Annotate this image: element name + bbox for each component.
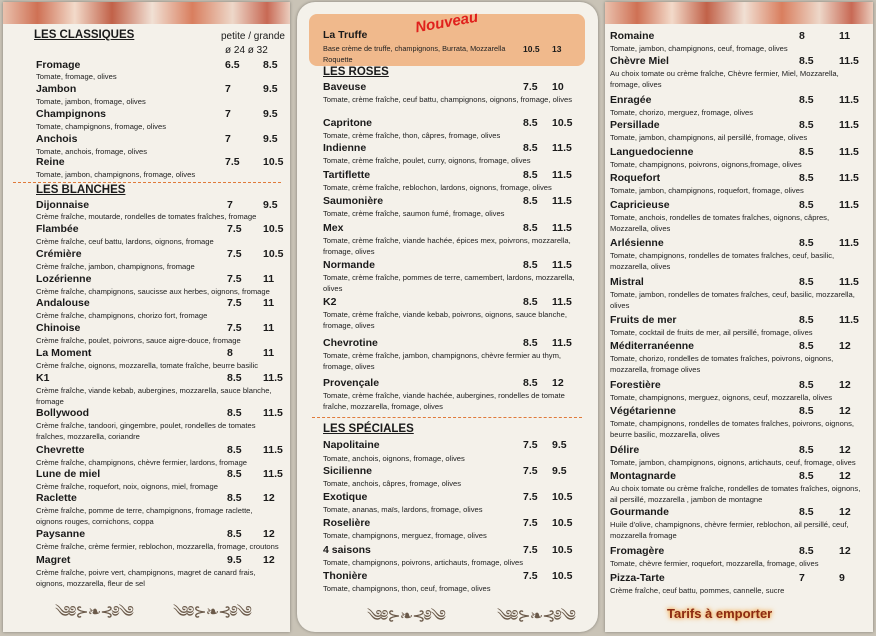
menu-item-price-small: 7 (225, 108, 231, 120)
menu-item-price-small: 7 (799, 572, 805, 584)
tomato-banner (3, 2, 290, 24)
menu-item-price-large: 12 (839, 470, 851, 482)
menu-item-name: Tartiflette (323, 169, 371, 181)
menu-item-name: Montagnarde (610, 470, 676, 482)
menu-item-price-large: 12 (839, 405, 851, 417)
menu-item-price-large: 12 (839, 340, 851, 352)
menu-item-price-large: 9.5 (263, 133, 278, 145)
menu-item-price-large: 11 (263, 347, 275, 359)
menu-item-description: Tomate, crème fraîche, jambon, champignons, chèvre fermier au thym, fromage, olives (323, 351, 562, 371)
menu-item-price-small: 8 (227, 347, 233, 359)
menu-item-price-small: 8.5 (799, 119, 814, 131)
menu-item-price-small: 8.5 (799, 276, 814, 288)
menu-item-description: Crème fraîche, crème fermier, reblochon, mozzarella, fromage, croutons (36, 542, 279, 551)
tarifs-label: Tarifs à emporter (667, 606, 773, 621)
menu-item-price-large: 10.5 (552, 570, 573, 582)
menu-item-price-large: 10.5 (263, 156, 284, 168)
menu-item-description: Tomate, jambon, champignons, ceuf, fromage, olives (610, 44, 788, 53)
menu-item-name: Lune de miel (36, 468, 101, 480)
menu-item-name: Roselière (323, 517, 371, 529)
menu-item-name: Champignons (36, 108, 106, 120)
menu-item-description: Tomate, crème fraîche, viande kebab, poivrons, oignons, sauce blanche, fromage, olives (323, 310, 567, 330)
menu-item-price-small: 7.5 (227, 322, 242, 334)
menu-item-price-small: 8.5 (523, 195, 538, 207)
menu-item-name: Méditerranéenne (610, 340, 695, 352)
menu-item-description: Crème fraîche, jambon, champignons, fromage (36, 262, 195, 271)
menu-item-name: Fromage (36, 59, 81, 71)
menu-item-name: Forestière (610, 379, 661, 391)
menu-item-description: Tomate, champignons, rondelles de tomates fraîches, poivrons, oignons, beurre basilic, mozzarella, olives (610, 419, 854, 439)
ornament-left: ༄༅⊱❧⊰༅༄ (55, 604, 133, 621)
menu-item-price-small: 10.5 (523, 44, 540, 54)
menu-item-description: Tomate, anchois, câpres, fromage, olives (323, 479, 462, 488)
menu-item-price-small: 8.5 (799, 237, 814, 249)
menu-item-price-large: 12 (263, 528, 275, 540)
menu-item-name: Fruits de mer (610, 314, 677, 326)
menu-item-description: Crème fraîche, oignons, mozzarella, tomate fraîche, beurre basilic (36, 361, 259, 370)
ornament-right: ༄༅⊱❧⊰༅༄ (173, 604, 251, 621)
menu-item-description: Tomate, jambon, champignons, fromage, olives (36, 170, 196, 179)
menu-item-price-large: 9 (839, 572, 845, 584)
menu-item-description: Crème fraîche, poivre vert, champignons, magret de canard frais, oignons, mozzarella, fleur de sel (36, 568, 256, 588)
menu-item-description: Crème fraîche, champignons, saucisse aux herbes, oignons, fromage (36, 287, 270, 296)
menu-item-price-large: 10.5 (263, 223, 284, 235)
menu-item-name: Enragée (610, 94, 652, 106)
menu-item-price-large: 11.5 (263, 444, 283, 456)
menu-item-description: Crème fraîche, viande kebab, aubergines, mozzarella, sauce blanche, fromage (36, 386, 272, 406)
menu-item-name: Napolitaine (323, 439, 380, 451)
menu-item-description: Tomate, anchois, oignons, fromage, olives (323, 454, 465, 463)
ornament-right: ༄༅⊱❧⊰༅༄ (497, 608, 575, 625)
menu-item-price-large: 10 (552, 81, 564, 93)
menu-item-description: Tomate, crème fraîche, saumon fumé, fromage, olives (323, 209, 505, 218)
menu-item-price-small: 8.5 (523, 296, 538, 308)
menu-panel-left (3, 2, 290, 632)
menu-item-price-large: 11.5 (839, 94, 859, 106)
menu-item-price-small: 8.5 (227, 528, 242, 540)
menu-item-name: Fromagère (610, 545, 665, 557)
menu-item-description: Tomate, champignons, poivrons, oignons,fromage, olives (610, 160, 802, 169)
menu-item-price-small: 8.5 (227, 444, 242, 456)
menu-item-price-small: 7.5 (227, 248, 242, 260)
menu-item-price-small: 7.5 (523, 439, 538, 451)
menu-item-name: Paysanne (36, 528, 86, 540)
section-title-classiques: LES CLASSIQUES (34, 29, 135, 41)
menu-item-name: Bollywood (36, 407, 90, 419)
menu-item-price-small: 8.5 (523, 377, 538, 389)
menu-item-price-large: 11.5 (839, 314, 859, 326)
menu-item-price-large: 12 (263, 492, 275, 504)
menu-item-name: Languedocienne (610, 146, 694, 158)
menu-item-price-small: 8.5 (799, 314, 814, 326)
menu-item-description: Tomate, crème fraîche, ceuf battu, champignons, oignons, fromage, olives (323, 95, 573, 104)
menu-item-price-small: 7.5 (523, 570, 538, 582)
menu-item-price-small: 7.5 (227, 273, 242, 285)
menu-item-description: Crème fraîche, pomme de terre, champignons, fromage raclette, oignons rouges, cornichons, coppa (36, 506, 253, 526)
menu-item-name: 4 saisons (323, 544, 371, 556)
menu-item-name: Saumonière (323, 195, 384, 207)
menu-item-price-small: 8.5 (523, 337, 538, 349)
section-title-blanches: LES BLANCHES (36, 184, 126, 196)
menu-item-name: Pizza-Tarte (610, 572, 665, 584)
menu-item-price-small: 7 (227, 199, 233, 211)
menu-item-description: Tomate, anchois, fromage, olives (36, 147, 148, 156)
menu-item-description: Tomate, ananas, maïs, lardons, fromage, olives (323, 505, 483, 514)
menu-item-price-large: 12 (263, 554, 275, 566)
menu-item-price-large: 10.5 (263, 248, 284, 260)
menu-item-description: Tomate, jambon, champignons, roquefort, fromage, olives (610, 186, 804, 195)
menu-item-name: Provençale (323, 377, 380, 389)
menu-item-name: Chevrette (36, 444, 85, 456)
menu-item-price-small: 7.5 (523, 517, 538, 529)
menu-item-price-large: 11.5 (552, 296, 572, 308)
menu-item-price-large: 9.5 (263, 83, 278, 95)
menu-item-price-large: 11.5 (839, 172, 859, 184)
menu-item-price-small: 8.5 (799, 172, 814, 184)
menu-item-name: Capritone (323, 117, 373, 129)
menu-item-price-large: 12 (839, 379, 851, 391)
menu-item-price-large: 8.5 (263, 59, 278, 71)
menu-item-description: Tomate, champignons, thon, ceuf, fromage, olives (323, 584, 491, 593)
menu-item-name: Lozérienne (36, 273, 92, 285)
menu-item-price-large: 9.5 (263, 108, 278, 120)
menu-item-description: Au choix tomate ou crème fraîche, rondelles de tomates fraîches, oignons, ail persillé, mozzarella , jambon de montagne (610, 484, 861, 504)
menu-item-price-small: 8.5 (523, 169, 538, 181)
menu-item-price-large: 11.5 (552, 169, 572, 181)
menu-item-price-large: 11.5 (263, 407, 283, 419)
menu-item-price-large: 9.5 (552, 439, 567, 451)
menu-item-price-large: 11.5 (839, 276, 859, 288)
menu-item-price-small: 7.5 (523, 465, 538, 477)
menu-item-description: Tomate, jambon, rondelles de tomates fraîches, ceuf, basilic, mozzarella, olives (610, 290, 855, 310)
menu-item-description: Tomate, cocktail de fruits de mer, ail persillé, fromage, olives (610, 328, 813, 337)
menu-item-price-large: 11.5 (839, 146, 859, 158)
menu-item-description: Tomate, champignons, poivrons, artichauts, fromage, olives (323, 558, 524, 567)
menu-item-price-large: 11 (839, 30, 851, 42)
menu-item-description: Tomate, crème fraîche, thon, câpres, fromage, olives (323, 131, 501, 140)
menu-item-price-large: 12 (552, 377, 564, 389)
menu-item-description: Tomate, crème fraîche, viande hachée, épices mex, poivrons, mozzarella, fromage, olives (323, 236, 571, 256)
menu-item-description: Huile d'olive, champignons, chèvre fermier, reblochon, ail persillé, ceuf, mozzarella fromage (610, 520, 849, 540)
menu-item-price-small: 7 (225, 83, 231, 95)
menu-item-description: Tomate, chèvre fermier, roquefort, mozzarella, fromage, olives (610, 559, 819, 568)
menu-item-name: Romaine (610, 30, 655, 42)
menu-item-name: Normande (323, 259, 375, 271)
menu-item-description: Crème fraîche, ceuf battu, lardons, oignons, fromage (36, 237, 214, 246)
menu-item-price-large: 11.5 (552, 259, 572, 271)
menu-item-price-small: 7 (225, 133, 231, 145)
menu-panel-center (297, 2, 598, 632)
menu-item-price-large: 11 (263, 273, 275, 285)
menu-item-price-small: 8.5 (799, 379, 814, 391)
menu-item-description: Tomate, crème fraîche, poulet, curry, oignons, fromage, olives (323, 156, 531, 165)
menu-item-name: Anchois (36, 133, 78, 145)
menu-item-price-small: 7.5 (523, 544, 538, 556)
menu-item-description: Tomate, champignons, merguez, fromage, olives (323, 531, 487, 540)
menu-item-description: Tomate, anchois, rondelles de tomates fraîches, oignons, câpres, Mozzarella, olives (610, 213, 830, 233)
nouveau-badge: Nouveau (414, 8, 480, 37)
menu-item-name: Crémière (36, 248, 82, 260)
menu-item-price-large: 11.5 (552, 222, 572, 234)
menu-item-name: La Moment (36, 347, 92, 359)
menu-item-price-large: 11.5 (839, 119, 859, 131)
menu-item-name: Persillade (610, 119, 660, 131)
menu-item-price-large: 12 (839, 506, 851, 518)
menu-item-price-large: 10.5 (552, 517, 573, 529)
menu-item-price-small: 8.5 (799, 405, 814, 417)
menu-item-name: Capricieuse (610, 199, 670, 211)
size-label: petite / grande (221, 31, 285, 42)
menu-item-price-small: 8.5 (227, 468, 242, 480)
menu-item-price-large: 12 (839, 444, 851, 456)
menu-item-price-small: 8.5 (799, 146, 814, 158)
menu-item-price-large: 11.5 (263, 372, 283, 384)
menu-item-price-large: 11.5 (839, 55, 859, 67)
menu-item-price-small: 8.5 (799, 506, 814, 518)
menu-item-price-large: 12 (839, 545, 851, 557)
menu-item-price-small: 8.5 (799, 545, 814, 557)
menu-item-name: Gourmande (610, 506, 669, 518)
menu-item-name: Mistral (610, 276, 644, 288)
menu-item-price-small: 7.5 (227, 297, 242, 309)
section-separator (312, 417, 582, 418)
menu-item-name: Exotique (323, 491, 368, 503)
menu-item-price-small: 7.5 (227, 223, 242, 235)
menu-item-description: Tomate, champignons, merguez, oignons, ceuf, mozzarella, olives (610, 393, 833, 402)
section-separator (13, 182, 281, 183)
menu-item-description: Crème fraîche, ceuf battu, pommes, cannelle, sucre (610, 586, 785, 595)
menu-item-price-small: 8.5 (799, 199, 814, 211)
menu-item-name: K1 (36, 372, 50, 384)
menu-item-description: Crème fraîche, tandoori, gingembre, poulet, rondelles de tomates fraîches, mozzarella, coriandre (36, 421, 256, 441)
menu-item-name: Andalouse (36, 297, 90, 309)
menu-item-description: Tomate, champignons, fromage, olives (36, 122, 167, 131)
menu-item-price-small: 8.5 (523, 142, 538, 154)
menu-item-description: Tomate, crème fraîche, pommes de terre, camembert, lardons, mozzarella, olives (323, 273, 575, 293)
menu-item-price-large: 10.5 (552, 117, 573, 129)
menu-item-price-large: 9.5 (552, 465, 567, 477)
menu-item-price-large: 9.5 (263, 199, 278, 211)
menu-item-name: Chevrotine (323, 337, 378, 349)
menu-item-name: Flambée (36, 223, 79, 235)
menu-item-price-large: 10.5 (552, 544, 573, 556)
menu-item-price-small: 8.5 (523, 222, 538, 234)
menu-item-price-large: 11.5 (839, 237, 859, 249)
menu-panel-right (605, 2, 873, 632)
menu-item-price-small: 7.5 (225, 156, 240, 168)
menu-item-price-small: 8.5 (523, 117, 538, 129)
menu-item-name: Dijonnaise (36, 199, 90, 211)
menu-item-price-large: 13 (552, 44, 562, 54)
section-title-speciales: LES SPÉCIALES (323, 423, 414, 435)
menu-item-name: Arlésienne (610, 237, 664, 249)
menu-item-description: Base crème de truffe, champignons, Burrata, Mozzarella Roquette (323, 44, 506, 64)
menu-item-description: Tomate, chorizo, rondelles de tomates fraîches, poivrons, oignons, mozzarella, fromage olives (610, 354, 834, 374)
menu-item-price-large: 11.5 (552, 142, 572, 154)
menu-item-price-large: 11.5 (263, 468, 283, 480)
menu-item-price-small: 8.5 (799, 94, 814, 106)
menu-item-price-small: 8.5 (799, 470, 814, 482)
menu-item-name: Mex (323, 222, 344, 234)
menu-item-description: Tomate, crème fraîche, reblochon, lardons, oignons, fromage, olives (323, 183, 552, 192)
menu-item-description: Tomate, jambon, fromage, olives (36, 97, 146, 106)
menu-item-name: Baveuse (323, 81, 367, 93)
menu-item-price-large: 11.5 (552, 337, 572, 349)
menu-item-name: Chèvre Miel (610, 55, 669, 67)
menu-item-description: Tomate, jambon, champignons, oignons, artichauts, ceuf, fromage, olives (610, 458, 856, 467)
menu-item-name: Délire (610, 444, 640, 456)
menu-item-description: Tomate, chorizo, merguez, fromage, olives (610, 108, 754, 117)
ornament-left: ༄༅⊱❧⊰༅༄ (367, 608, 445, 625)
menu-item-name: Jambon (36, 83, 77, 95)
menu-item-description: Crème fraîche, champignons, chèvre fermier, lardons, fromage (36, 458, 248, 467)
menu-item-description: Crème fraîche, champignons, chorizo fort, fromage (36, 311, 208, 320)
menu-item-description: Tomate, jambon, champignons, ail persillé, fromage, olives (610, 133, 808, 142)
size-diameter: ø 24 ø 32 (225, 45, 268, 56)
menu-item-name: Roquefort (610, 172, 661, 184)
menu-item-price-small: 9.5 (227, 554, 242, 566)
menu-item-description: Tomate, crème fraîche, viande hachée, aubergines, rondelles de tomate fraîche, mozzarella, fromage, olives (323, 391, 565, 411)
menu-item-name: Indienne (323, 142, 367, 154)
menu-item-name: Sicilienne (323, 465, 373, 477)
menu-item-price-small: 8.5 (799, 340, 814, 352)
menu-item-description: Crème fraîche, moutarde, rondelles de tomates fraîches, fromage (36, 212, 257, 221)
menu-item-price-small: 8.5 (227, 407, 242, 419)
menu-item-description: Crème fraîche, poulet, poivrons, sauce aigre-douce, fromage (36, 336, 241, 345)
menu-item-price-large: 11 (263, 297, 275, 309)
menu-item-price-large: 11.5 (839, 199, 859, 211)
menu-item-description: Tomate, champignons, rondelles de tomates fraîches, ceuf, basilic, mozzarella, olives (610, 251, 835, 271)
menu-item-price-small: 7.5 (523, 491, 538, 503)
menu-item-price-small: 8.5 (799, 444, 814, 456)
menu-item-price-small: 8.5 (523, 259, 538, 271)
menu-item-price-large: 10.5 (552, 491, 573, 503)
menu-item-name: Magret (36, 554, 71, 566)
section-title-roses: LES ROSES (323, 66, 389, 78)
menu-item-description: Au choix tomate ou crème fraîche, Chèvre fermier, Miel, Mozzarella, fromage, olives (610, 69, 839, 89)
menu-item-name: Chinoise (36, 322, 81, 334)
menu-item-name: Raclette (36, 492, 77, 504)
tomato-banner (605, 2, 873, 24)
menu-item-price-small: 8.5 (227, 372, 242, 384)
menu-item-description: Crème fraîche, roquefort, noix, oignons, miel, fromage (36, 482, 218, 491)
menu-item-name: Thonière (323, 570, 368, 582)
menu-item-name: K2 (323, 296, 337, 308)
menu-item-price-small: 8.5 (799, 55, 814, 67)
menu-item-price-large: 11.5 (552, 195, 572, 207)
menu-item-name: La Truffe (323, 29, 368, 41)
menu-item-name: Reine (36, 156, 65, 168)
menu-item-price-small: 6.5 (225, 59, 240, 71)
menu-item-price-small: 8 (799, 30, 805, 42)
menu-item-name: Végétarienne (610, 405, 676, 417)
menu-item-price-small: 8.5 (227, 492, 242, 504)
menu-item-price-large: 11 (263, 322, 275, 334)
menu-item-description: Tomate, fromage, olives (36, 72, 117, 81)
menu-item-price-small: 7.5 (523, 81, 538, 93)
